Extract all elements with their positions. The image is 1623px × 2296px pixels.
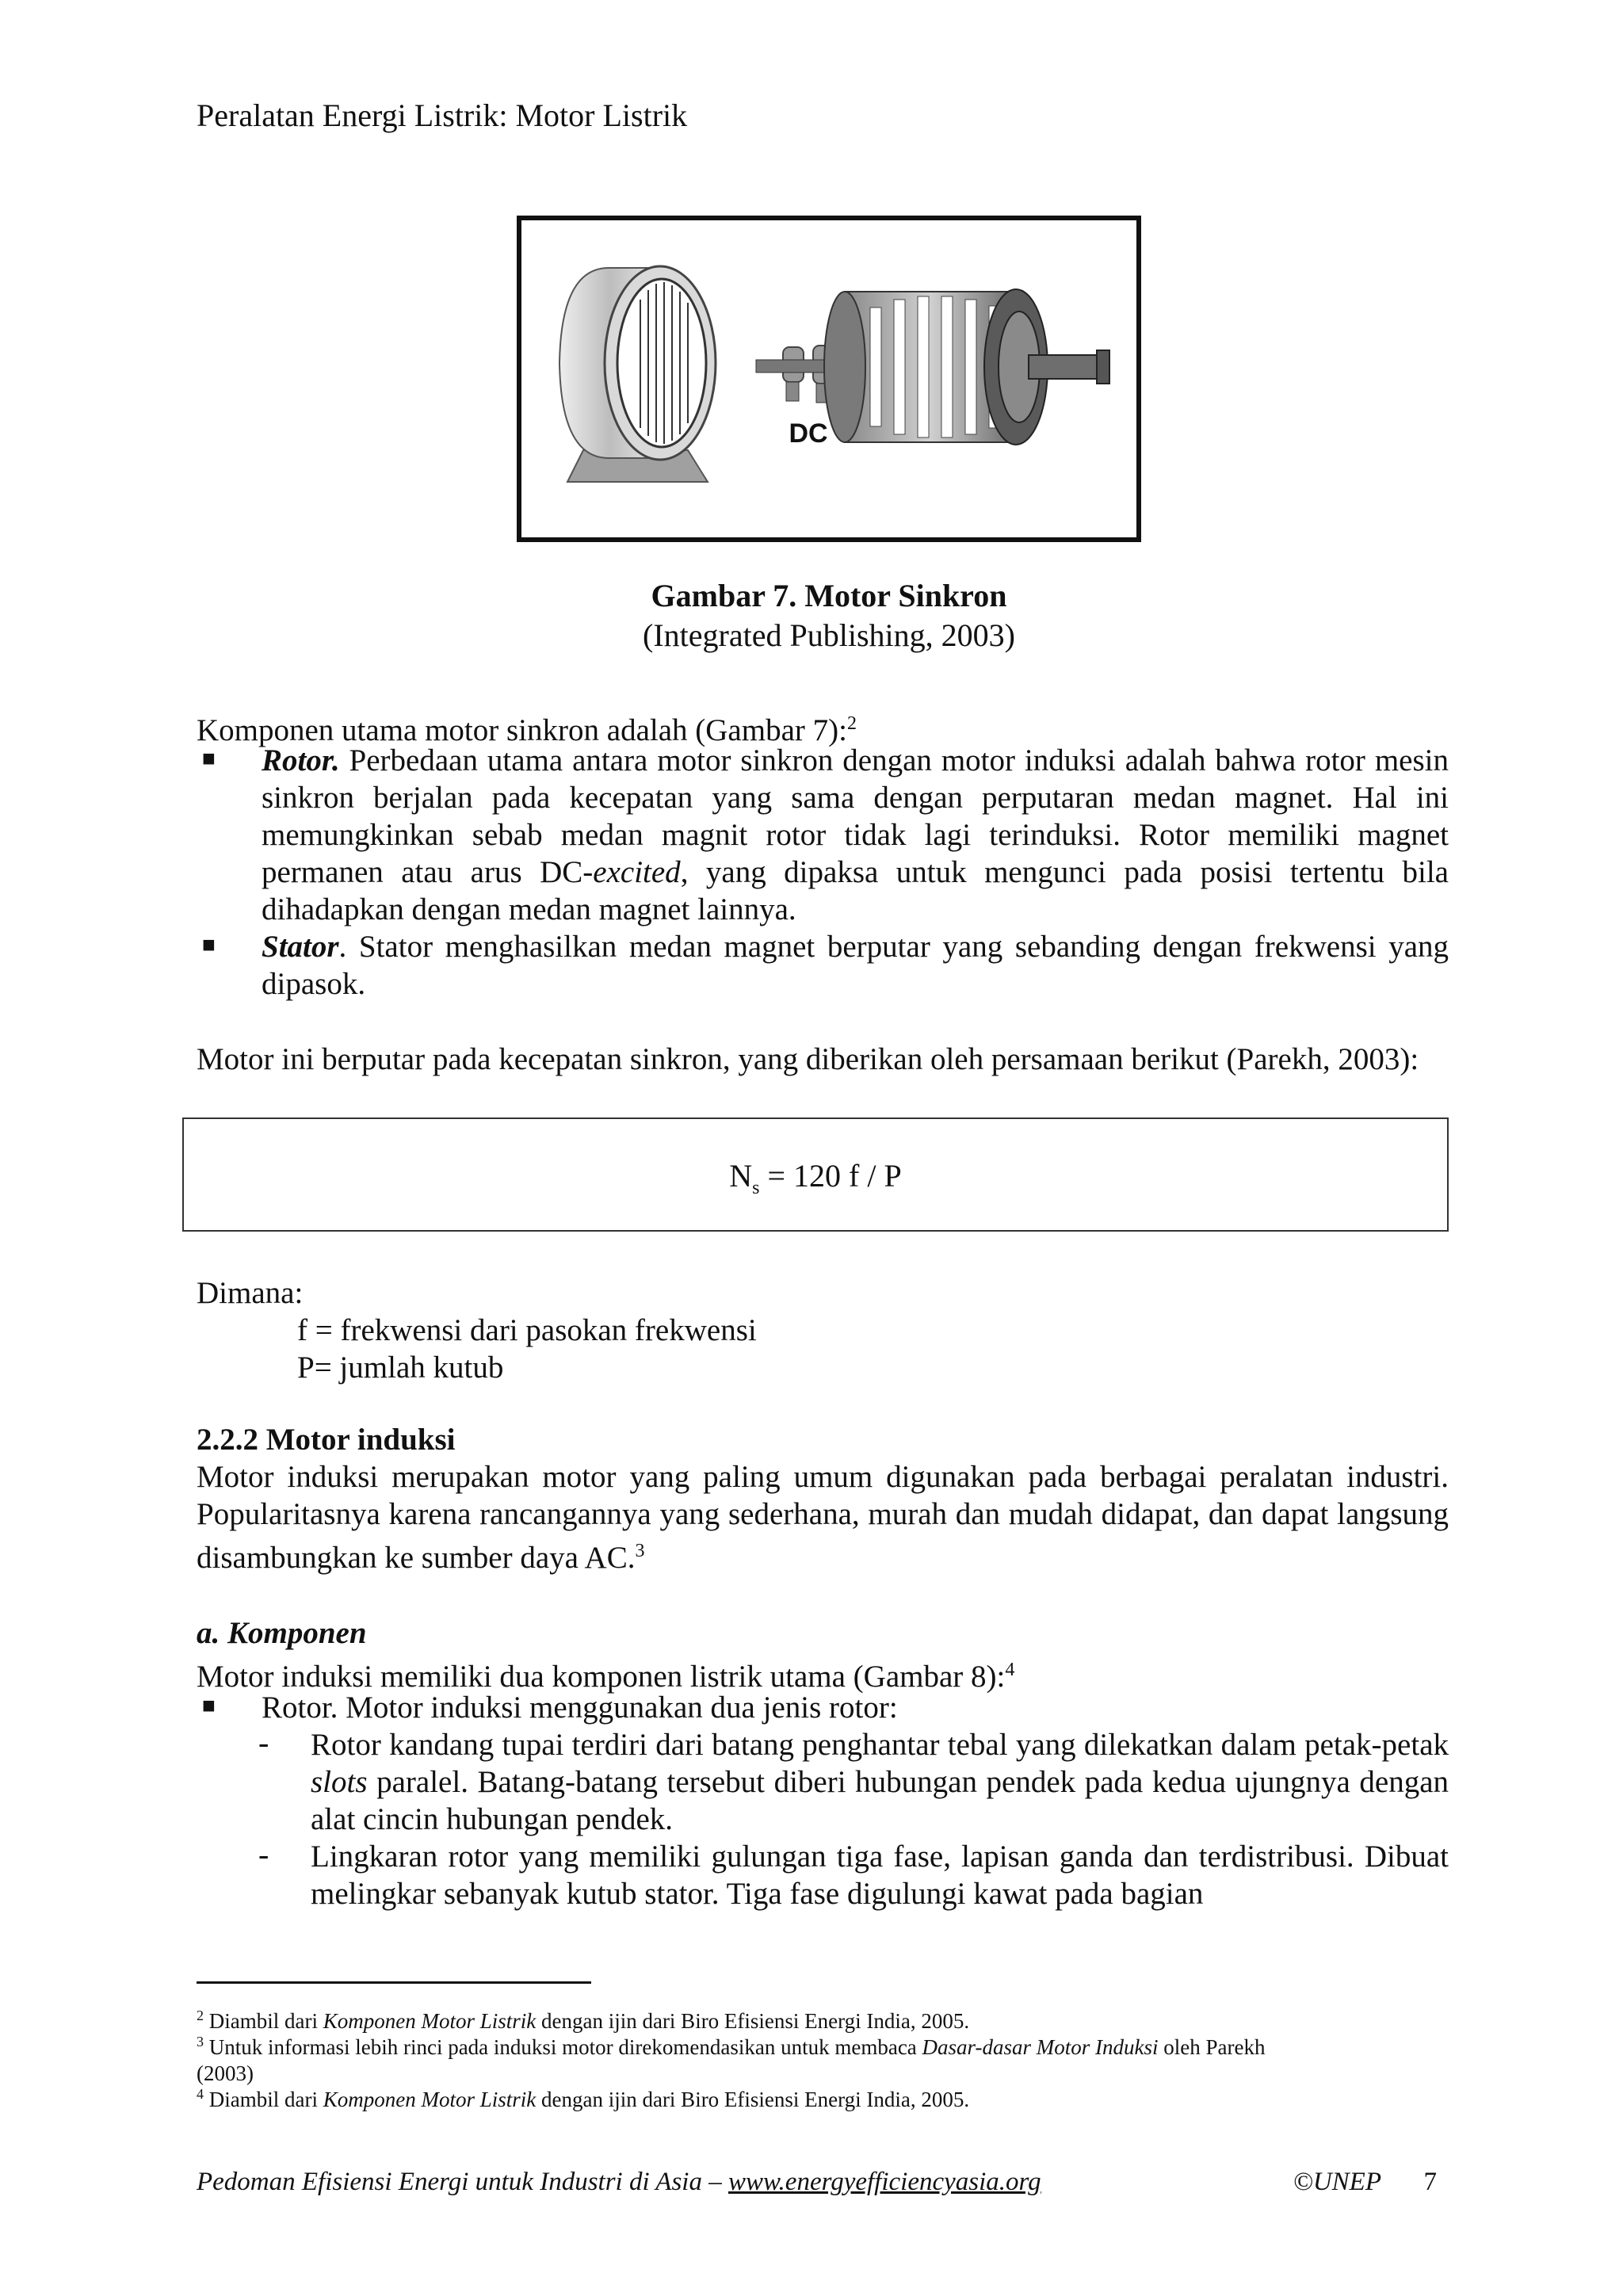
- list-item-stator: Stator. Stator menghasilkan medan magnet berputar yang sebanding dengan frekwensi yang dipasok.: [262, 930, 1449, 1001]
- sync-intro: Komponen utama motor sinkron adalah (Gambar 7):$^2$: [197, 713, 857, 747]
- figure-caption-source: (Integrated Publishing, 2003): [643, 617, 1015, 653]
- where-p: P= jumlah kutub: [297, 1350, 504, 1385]
- sub-item-squirrel-cage: Rotor kandang tupai terdiri dari batang penghantar tebal yang dilekatkan dalam petak-petak slots paralel. Batang-batang tersebut diberi hubungan pendek pada kedua ujungnya dengan alat cincin hubungan pendek.: [311, 1728, 1449, 1836]
- sub-item-wound-rotor: Lingkaran rotor yang memiliki gulungan tiga fase, lapisan ganda dan terdistribusi. Dibuat melingkar sebanyak kutub stator. Tiga fase digulungi kawat pada bagian: [311, 1839, 1449, 1911]
- bullet-icon: ■: [202, 747, 216, 771]
- running-header: Peralatan Energi Listrik: Motor Listrik: [197, 97, 688, 133]
- subsection-heading-komponen: a. Komponen: [197, 1616, 367, 1650]
- footnote-divider: [197, 1981, 591, 1984]
- induction-paragraph: Motor induksi merupakan motor yang paling umum digunakan pada berbagai peralatan industri. Popularitasnya karena rancangannya yang sederhana, murah dan mudah didapat, dan dapat langsung disambungkan ke sumber daya AC.$^3$: [197, 1460, 1449, 1575]
- footnote-2: $^2$ Diambil dari Komponen Motor Listrik dengan ijin dari Biro Efisiensi Energi India, 2005.: [197, 2008, 970, 2033]
- dc-label: DC: [789, 418, 828, 449]
- footnote-ref-3[interactable]: 3: [635, 1541, 645, 1561]
- dash-icon: -: [258, 1725, 269, 1760]
- motor-figure: [517, 216, 1141, 542]
- komponen-intro: Motor induksi memiliki dua komponen listrik utama (Gambar 8):$^4$: [197, 1660, 1015, 1694]
- sync-speed-text: Motor ini berputar pada kecepatan sinkron, yang diberikan oleh persamaan berikut (Parekh, 2003):: [197, 1042, 1419, 1076]
- list-item-rotor: Rotor. Perbedaan utama antara motor sinkron dengan motor induksi adalah bahwa rotor mesin sinkron berjalan pada kecepatan yang sama dengan perputaran medan magnet. Hal ini memungkinkan sebab medan magnit rotor tidak lagi terinduksi. Rotor memiliki magnet permanen atau arus DC-excited, yang dipaksa untuk mengunci pada posisi tertentu bila dihadapkan dengan medan magnet lainnya.: [262, 743, 1449, 926]
- synchronous-motor-illustration: [521, 220, 1136, 537]
- footnote-ref-4[interactable]: 4: [1005, 1660, 1015, 1680]
- where-f: f = frekwensi dari pasokan frekwensi: [297, 1313, 757, 1347]
- where-label: Dimana:: [197, 1276, 304, 1310]
- list-item-induction-rotor: Rotor. Motor induksi menggunakan dua jenis rotor:: [262, 1690, 898, 1725]
- figure-caption-title: Gambar 7. Motor Sinkron: [651, 578, 1007, 613]
- footer-url-link[interactable]: www.energyefficiencyasia.org: [727, 2168, 1041, 2196]
- bullet-icon: ■: [202, 1694, 216, 1718]
- equation-box: [182, 1117, 1449, 1232]
- equation: $N_s = 120$ f / P: [729, 1158, 902, 1198]
- section-heading-induction: 2.2.2 Motor induksi: [197, 1423, 456, 1457]
- dash-icon: -: [258, 1836, 269, 1872]
- footnote-3: $^3$ Untuk informasi lebih rinci pada induksi motor direkomendasikan untuk membaca Dasar-dasar Motor Induksi oleh Parekh (2003): [197, 2034, 1266, 2085]
- footnote-4: $^4$ Diambil dari Komponen Motor Listrik dengan ijin dari Biro Efisiensi Energi India, 2005.: [197, 2086, 970, 2111]
- bullet-icon: ■: [202, 933, 216, 957]
- footer-copyright: ©UNEP: [1293, 2168, 1381, 2196]
- page-number: 7: [1423, 2168, 1437, 2196]
- page-footer: Pedoman Efisiensi Energi untuk Industri di Asia – www.energyefficiencyasia.org ©UNEP 7: [197, 2168, 1437, 2196]
- footnote-ref-2[interactable]: 2: [846, 713, 857, 734]
